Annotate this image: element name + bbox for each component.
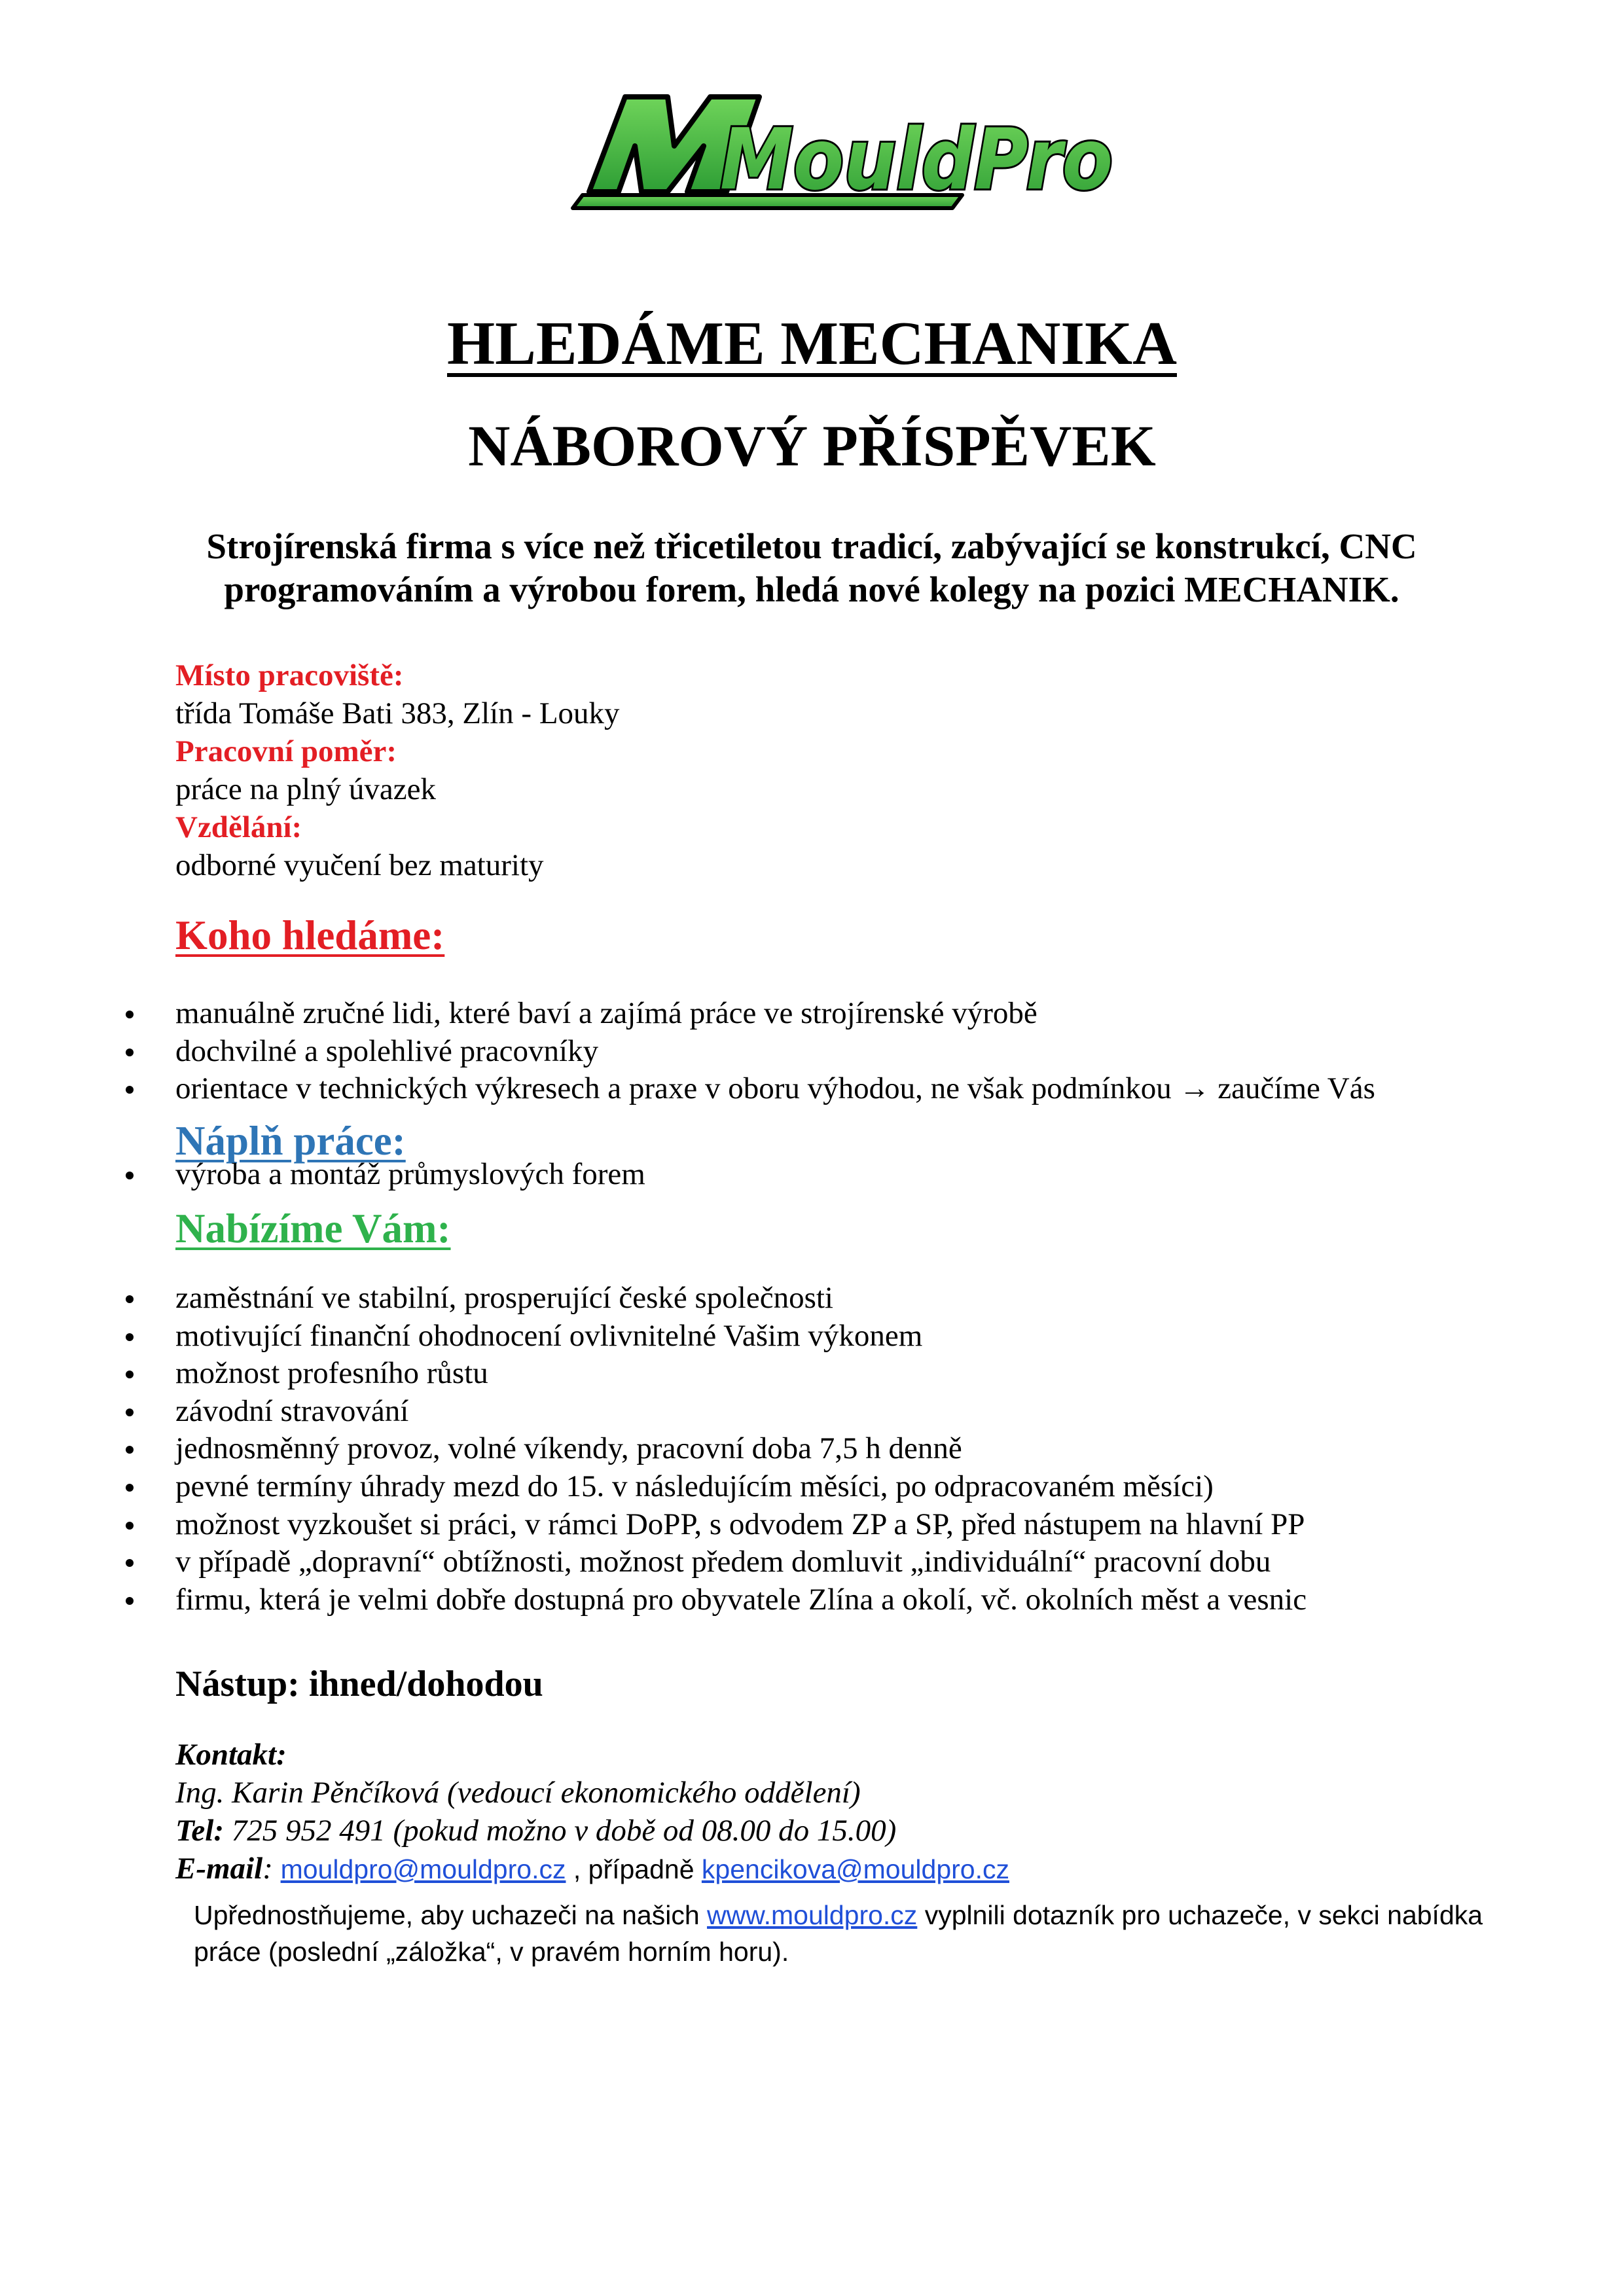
list-item: dochvilné a spolehlivé pracovníky [0, 1033, 1375, 1071]
application-note: Upřednostňujeme, aby uchazeči na našich www.mouldpro.cz vyplnili dotazník pro uchazeče, v sekci nabídka práce (poslední „záložka“, v pravém horním horu). [194, 1900, 1483, 1967]
list-napln [0, 1156, 645, 1194]
workplace-value: třída Tomáše Bati 383, Zlín - Louky [175, 696, 620, 730]
list-item: pevné termíny úhrady mezd do 15. v následujícím měsíci, po odpracovaném měsíci) [0, 1468, 1307, 1506]
email-link-mouldpro[interactable]: mouldpro@mouldpro.cz [280, 1854, 566, 1884]
list-item: výroba a montáž průmyslových forem [0, 1156, 645, 1194]
education-value: odborné vyučení bez maturity [175, 848, 544, 882]
email-link-kpencikova[interactable]: kpencikova@mouldpro.cz [701, 1854, 1009, 1884]
contact-email: E-mail: mouldpro@mouldpro.cz , případně kpencikova@mouldpro.cz [175, 1852, 1009, 1886]
list-item: orientace v technických výkresech a praxe v oboru výhodou, ne však podmínkou → zaučíme Vás [0, 1070, 1375, 1108]
contact-phone [175, 1812, 1009, 1850]
phone-value: 725 952 491 (pokud možno v době od 08.00 do 15.00) [223, 1814, 897, 1848]
list-item: závodní stravování [0, 1393, 1307, 1431]
website-link[interactable]: www.mouldpro.cz [707, 1900, 918, 1930]
employment-value: práce na plný úvazek [175, 772, 436, 806]
contact-person: Ing. Karin Pěnčíková (vedoucí ekonomického oddělení) [175, 1776, 861, 1810]
page-title [0, 308, 1624, 380]
email-label: E-mail [175, 1852, 263, 1886]
list-item: v případě „dopravní“ obtížnosti, možnost předem domluvit „individuální“ pracovní dobu [0, 1543, 1307, 1581]
list-item: možnost profesního růstu [0, 1355, 1307, 1393]
section-heading-napln: Náplň práce: [175, 1118, 406, 1164]
page-subtitle: NÁBOROVÝ PŘÍSPĚVEK [468, 414, 1156, 478]
education-label: Vzdělání: [175, 810, 302, 844]
list-item: jednosměnný provoz, volné víkendy, pracovní doba 7,5 h denně [0, 1430, 1307, 1468]
contact-block [175, 1736, 1009, 1888]
phone-label: Tel: [175, 1814, 224, 1848]
contact-label: Kontakt: [175, 1738, 287, 1772]
list-item: zaměstnání ve stabilní, prosperující české společnosti [0, 1280, 1307, 1318]
list-item: možnost vyzkoušet si práci, v rámci DoPP, s odvodem ZP a SP, před nástupem na hlavní PP [0, 1506, 1307, 1544]
intro-text: Strojírenská firma s více než třicetiletou tradicí, zabývající se konstrukcí, CNC programováním a výrobou forem, hledá nové kolegy na pozici MECHANIK. [206, 526, 1417, 609]
start-date: Nástup: ihned/dohodou [175, 1664, 543, 1704]
page-title-text: HLEDÁME MECHANIKA [447, 310, 1177, 378]
list-koho [0, 995, 1375, 1108]
mouldpro-logo [569, 84, 1132, 211]
section-heading-nabizime: Nabízíme Vám: [175, 1206, 451, 1251]
list-item: manuálně zručné lidi, které baví a zajímá práce ve strojírenské výrobě [0, 995, 1375, 1033]
list-nabizime [0, 1280, 1307, 1619]
workplace-label: Místo pracoviště: [175, 658, 404, 692]
logo-text: MouldPro [720, 111, 1113, 209]
section-heading-koho: Koho hledáme: [175, 912, 445, 958]
list-item: firmu, která je velmi dobře dostupná pro obyvatele Zlína a okolí, vč. okolních měst a vesnic [0, 1581, 1307, 1619]
list-item: motivující finanční ohodnocení ovlivnitelné Vašim výkonem [0, 1318, 1307, 1355]
employment-label: Pracovní poměr: [175, 734, 397, 768]
